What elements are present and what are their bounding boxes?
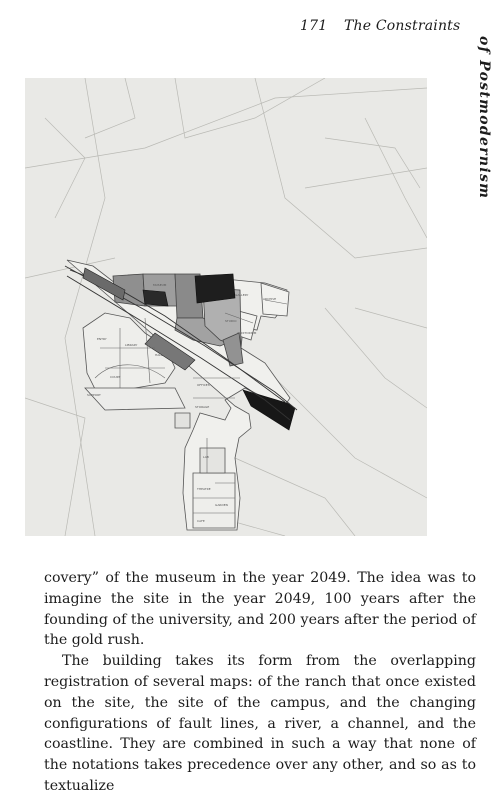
svg-text:COURT: COURT <box>110 375 121 379</box>
svg-text:STUDIO: STUDIO <box>225 319 237 323</box>
svg-text:LIBRARY: LIBRARY <box>125 343 138 347</box>
running-header <box>300 18 470 34</box>
paragraph: The building takes its form from the overlapping registration of several maps: of the ranch that once existed on the site, the site of the campus, and the changing configurations of fault lines, a river, a channel, and the coastline. They are combined in such a way that none of the notations takes precedence over any other, and so as to textualize <box>44 653 476 794</box>
page-number: 171 <box>300 18 328 34</box>
svg-text:OFFICES: OFFICES <box>197 383 210 387</box>
svg-text:GALLERY: GALLERY <box>235 293 249 297</box>
svg-text:THEATRE: THEATRE <box>197 487 211 491</box>
body-text <box>44 568 476 797</box>
running-title: The Constraints <box>343 18 461 34</box>
site-plan-figure <box>25 78 427 536</box>
svg-text:AUDITORIUM: AUDITORIUM <box>237 331 257 335</box>
svg-text:ENTRY: ENTRY <box>97 337 107 341</box>
svg-text:CAFE: CAFE <box>197 519 205 523</box>
svg-text:SUPPORT: SUPPORT <box>87 393 101 397</box>
running-title-vertical <box>476 36 494 200</box>
svg-text:MUSEUM: MUSEUM <box>153 283 167 287</box>
running-title-continuation: of Postmodernism <box>476 36 492 200</box>
svg-text:GARDEN: GARDEN <box>215 503 228 507</box>
svg-text:STORAGE: STORAGE <box>195 405 210 409</box>
site-plan-drawing <box>25 78 427 536</box>
svg-text:ARCHIVE: ARCHIVE <box>263 297 277 301</box>
svg-text:HALL: HALL <box>155 353 163 357</box>
svg-text:LAB: LAB <box>203 455 209 459</box>
paragraph: covery” of the museum in the year 2049. The idea was to imagine the site in the year 2049, 100 years after the founding of the university, and 200 years after the period of the gold rush. <box>44 570 476 649</box>
